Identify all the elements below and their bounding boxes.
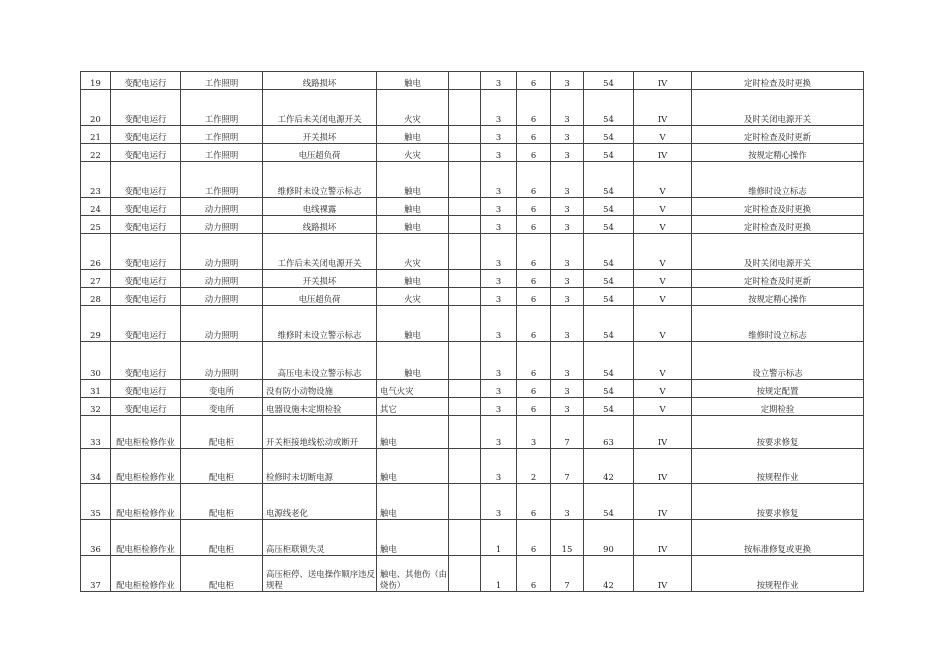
table-row	[81, 234, 864, 270]
row-number: 24	[81, 198, 111, 216]
exposure-cell: 6	[517, 198, 551, 216]
control-measure-cell: 维修时设立标志	[692, 162, 864, 198]
control-measure-cell: 按标准修复或更换	[692, 520, 864, 556]
likelihood-cell: 3	[481, 270, 517, 288]
blank-cell	[449, 270, 481, 288]
accident-type-cell: 触电	[377, 484, 449, 520]
risk-score-cell: 54	[584, 234, 634, 270]
activity-cell: 变配电运行	[111, 288, 181, 306]
consequence-cell: 3	[551, 288, 584, 306]
blank-cell	[449, 416, 481, 449]
row-number: 36	[81, 520, 111, 556]
location-cell: 配电柜	[181, 520, 263, 556]
consequence-cell: 3	[551, 398, 584, 416]
table-row	[81, 144, 864, 162]
exposure-cell: 6	[517, 270, 551, 288]
row-number: 25	[81, 216, 111, 234]
likelihood-cell: 3	[481, 234, 517, 270]
table-row	[81, 416, 864, 449]
risk-level-cell: IV	[634, 520, 692, 556]
exposure-cell: 6	[517, 342, 551, 380]
risk-score-cell: 54	[584, 90, 634, 126]
likelihood-cell: 3	[481, 126, 517, 144]
likelihood-cell: 3	[481, 306, 517, 342]
table-row	[81, 380, 864, 398]
risk-score-cell: 54	[584, 380, 634, 398]
risk-score-cell: 54	[584, 126, 634, 144]
accident-type-cell: 电气火灾	[377, 380, 449, 398]
activity-cell: 变配电运行	[111, 216, 181, 234]
risk-level-cell: V	[634, 342, 692, 380]
risk-score-cell: 54	[584, 162, 634, 198]
location-cell: 工作照明	[181, 126, 263, 144]
blank-cell	[449, 520, 481, 556]
row-number: 22	[81, 144, 111, 162]
location-cell: 工作照明	[181, 90, 263, 126]
exposure-cell: 6	[517, 126, 551, 144]
blank-cell	[449, 306, 481, 342]
hazard-cell: 开关损坏	[263, 270, 377, 288]
likelihood-cell: 3	[481, 398, 517, 416]
accident-type-cell: 触电	[377, 216, 449, 234]
accident-type-cell: 触电	[377, 449, 449, 484]
risk-score-cell: 54	[584, 270, 634, 288]
hazard-cell: 线路损坏	[263, 216, 377, 234]
accident-type-cell: 触电	[377, 520, 449, 556]
accident-type-cell: 触电	[377, 72, 449, 90]
risk-score-cell: 54	[584, 288, 634, 306]
control-measure-cell: 定时检查及时更新	[692, 126, 864, 144]
hazard-cell: 没有防小动物设施	[263, 380, 377, 398]
control-measure-cell: 及时关闭电源开关	[692, 90, 864, 126]
blank-cell	[449, 449, 481, 484]
risk-level-cell: IV	[634, 556, 692, 592]
exposure-cell: 6	[517, 144, 551, 162]
activity-cell: 变配电运行	[111, 162, 181, 198]
accident-type-cell: 其它	[377, 398, 449, 416]
table-row	[81, 270, 864, 288]
activity-cell: 配电柜检修作业	[111, 520, 181, 556]
likelihood-cell: 3	[481, 72, 517, 90]
control-measure-cell: 及时关闭电源开关	[692, 234, 864, 270]
location-cell: 配电柜	[181, 449, 263, 484]
activity-cell: 变配电运行	[111, 306, 181, 342]
risk-score-cell: 42	[584, 556, 634, 592]
row-number: 34	[81, 449, 111, 484]
consequence-cell: 15	[551, 520, 584, 556]
consequence-cell: 3	[551, 380, 584, 398]
row-number: 35	[81, 484, 111, 520]
likelihood-cell: 3	[481, 288, 517, 306]
risk-level-cell: V	[634, 288, 692, 306]
activity-cell: 变配电运行	[111, 126, 181, 144]
hazard-cell: 开关柜接地线松动或断开	[263, 416, 377, 449]
risk-level-cell: IV	[634, 416, 692, 449]
control-measure-cell: 定期检验	[692, 398, 864, 416]
row-number: 28	[81, 288, 111, 306]
accident-type-cell: 触电	[377, 198, 449, 216]
exposure-cell: 6	[517, 380, 551, 398]
risk-level-cell: IV	[634, 72, 692, 90]
blank-cell	[449, 144, 481, 162]
consequence-cell: 7	[551, 556, 584, 592]
hazard-cell: 电源线老化	[263, 484, 377, 520]
risk-assessment-table	[80, 71, 864, 592]
risk-score-cell: 90	[584, 520, 634, 556]
accident-type-cell: 触电	[377, 342, 449, 380]
activity-cell: 变配电运行	[111, 90, 181, 126]
location-cell: 工作照明	[181, 144, 263, 162]
consequence-cell: 3	[551, 270, 584, 288]
blank-cell	[449, 342, 481, 380]
consequence-cell: 7	[551, 449, 584, 484]
location-cell: 动力照明	[181, 306, 263, 342]
accident-type-cell: 火灾	[377, 144, 449, 162]
risk-level-cell: V	[634, 234, 692, 270]
accident-type-cell: 触电	[377, 306, 449, 342]
blank-cell	[449, 72, 481, 90]
table-row	[81, 449, 864, 484]
hazard-cell: 高压柜联锁失灵	[263, 520, 377, 556]
row-number: 21	[81, 126, 111, 144]
risk-level-cell: V	[634, 398, 692, 416]
risk-score-cell: 54	[584, 342, 634, 380]
row-number: 37	[81, 556, 111, 592]
risk-score-cell: 54	[584, 198, 634, 216]
location-cell: 动力照明	[181, 288, 263, 306]
exposure-cell: 6	[517, 398, 551, 416]
exposure-cell: 6	[517, 306, 551, 342]
blank-cell	[449, 484, 481, 520]
exposure-cell: 2	[517, 449, 551, 484]
risk-level-cell: V	[634, 306, 692, 342]
hazard-cell: 开关损坏	[263, 126, 377, 144]
consequence-cell: 3	[551, 216, 584, 234]
table-row	[81, 556, 864, 592]
hazard-cell: 维修时未设立警示标志	[263, 306, 377, 342]
hazard-cell: 电器设施未定期检验	[263, 398, 377, 416]
activity-cell: 变配电运行	[111, 198, 181, 216]
location-cell: 变电所	[181, 380, 263, 398]
likelihood-cell: 3	[481, 342, 517, 380]
location-cell: 配电柜	[181, 416, 263, 449]
activity-cell: 变配电运行	[111, 234, 181, 270]
accident-type-cell: 触电	[377, 162, 449, 198]
hazard-cell: 电压超负荷	[263, 144, 377, 162]
likelihood-cell: 1	[481, 520, 517, 556]
likelihood-cell: 1	[481, 556, 517, 592]
location-cell: 配电柜	[181, 484, 263, 520]
table-row	[81, 90, 864, 126]
exposure-cell: 6	[517, 484, 551, 520]
consequence-cell: 3	[551, 144, 584, 162]
risk-level-cell: V	[634, 380, 692, 398]
likelihood-cell: 3	[481, 90, 517, 126]
row-number: 19	[81, 72, 111, 90]
risk-level-cell: V	[634, 126, 692, 144]
risk-score-cell: 54	[584, 144, 634, 162]
accident-type-cell: 触电	[377, 270, 449, 288]
table-row	[81, 198, 864, 216]
activity-cell: 变配电运行	[111, 270, 181, 288]
risk-level-cell: IV	[634, 144, 692, 162]
row-number: 26	[81, 234, 111, 270]
table-row	[81, 306, 864, 342]
risk-score-cell: 54	[584, 484, 634, 520]
exposure-cell: 6	[517, 556, 551, 592]
blank-cell	[449, 162, 481, 198]
exposure-cell: 6	[517, 234, 551, 270]
exposure-cell: 3	[517, 416, 551, 449]
hazard-cell: 维修时未设立警示标志	[263, 162, 377, 198]
risk-score-cell: 54	[584, 398, 634, 416]
consequence-cell: 3	[551, 234, 584, 270]
hazard-cell: 电线裸露	[263, 198, 377, 216]
activity-cell: 配电柜检修作业	[111, 416, 181, 449]
activity-cell: 变配电运行	[111, 144, 181, 162]
blank-cell	[449, 234, 481, 270]
activity-cell: 配电柜检修作业	[111, 449, 181, 484]
control-measure-cell: 定时检查及时更换	[692, 216, 864, 234]
consequence-cell: 3	[551, 162, 584, 198]
control-measure-cell: 按规程作业	[692, 556, 864, 592]
location-cell: 动力照明	[181, 342, 263, 380]
consequence-cell: 3	[551, 126, 584, 144]
location-cell: 动力照明	[181, 216, 263, 234]
likelihood-cell: 3	[481, 162, 517, 198]
likelihood-cell: 3	[481, 216, 517, 234]
control-measure-cell: 维修时设立标志	[692, 306, 864, 342]
location-cell: 工作照明	[181, 72, 263, 90]
likelihood-cell: 3	[481, 380, 517, 398]
blank-cell	[449, 556, 481, 592]
accident-type-cell: 触电	[377, 416, 449, 449]
table-row	[81, 126, 864, 144]
activity-cell: 配电柜检修作业	[111, 484, 181, 520]
exposure-cell: 6	[517, 216, 551, 234]
activity-cell: 变配电运行	[111, 342, 181, 380]
control-measure-cell: 定时检查及时更换	[692, 198, 864, 216]
hazard-cell: 检修时未切断电源	[263, 449, 377, 484]
blank-cell	[449, 380, 481, 398]
accident-type-cell: 火灾	[377, 234, 449, 270]
control-measure-cell: 按规程作业	[692, 449, 864, 484]
likelihood-cell: 3	[481, 484, 517, 520]
exposure-cell: 6	[517, 288, 551, 306]
consequence-cell: 3	[551, 72, 584, 90]
hazard-cell: 电压超负荷	[263, 288, 377, 306]
row-number: 27	[81, 270, 111, 288]
hazard-cell: 高压电未设立警示标志	[263, 342, 377, 380]
control-measure-cell: 设立警示标志	[692, 342, 864, 380]
row-number: 30	[81, 342, 111, 380]
risk-score-cell: 42	[584, 449, 634, 484]
risk-level-cell: V	[634, 198, 692, 216]
row-number: 32	[81, 398, 111, 416]
table-row	[81, 398, 864, 416]
activity-cell: 变配电运行	[111, 398, 181, 416]
exposure-cell: 6	[517, 162, 551, 198]
consequence-cell: 3	[551, 90, 584, 126]
control-measure-cell: 定时检查及时更换	[692, 72, 864, 90]
location-cell: 动力照明	[181, 234, 263, 270]
control-measure-cell: 按规定精心操作	[692, 288, 864, 306]
consequence-cell: 3	[551, 484, 584, 520]
risk-score-cell: 54	[584, 306, 634, 342]
likelihood-cell: 3	[481, 416, 517, 449]
blank-cell	[449, 90, 481, 126]
blank-cell	[449, 398, 481, 416]
blank-cell	[449, 126, 481, 144]
consequence-cell: 3	[551, 342, 584, 380]
location-cell: 动力照明	[181, 198, 263, 216]
row-number: 31	[81, 380, 111, 398]
risk-score-cell: 54	[584, 216, 634, 234]
row-number: 20	[81, 90, 111, 126]
consequence-cell: 7	[551, 416, 584, 449]
likelihood-cell: 3	[481, 198, 517, 216]
hazard-cell: 工作后未关闭电源开关	[263, 234, 377, 270]
risk-level-cell: IV	[634, 449, 692, 484]
table-row	[81, 342, 864, 380]
table-row	[81, 162, 864, 198]
activity-cell: 变配电运行	[111, 380, 181, 398]
exposure-cell: 6	[517, 72, 551, 90]
control-measure-cell: 按规定精心操作	[692, 144, 864, 162]
table-row	[81, 288, 864, 306]
control-measure-cell: 定时检查及时更新	[692, 270, 864, 288]
location-cell: 工作照明	[181, 162, 263, 198]
exposure-cell: 6	[517, 520, 551, 556]
control-measure-cell: 按要求修复	[692, 484, 864, 520]
accident-type-cell: 火灾	[377, 288, 449, 306]
table-row	[81, 484, 864, 520]
risk-score-cell: 54	[584, 72, 634, 90]
table-row	[81, 520, 864, 556]
row-number: 29	[81, 306, 111, 342]
consequence-cell: 3	[551, 306, 584, 342]
blank-cell	[449, 198, 481, 216]
risk-score-cell: 63	[584, 416, 634, 449]
consequence-cell: 3	[551, 198, 584, 216]
location-cell: 配电柜	[181, 556, 263, 592]
row-number: 33	[81, 416, 111, 449]
table-row	[81, 72, 864, 90]
control-measure-cell: 按要求修复	[692, 416, 864, 449]
row-number: 23	[81, 162, 111, 198]
risk-level-cell: IV	[634, 90, 692, 126]
accident-type-cell: 火灾	[377, 90, 449, 126]
hazard-cell: 高压柜停、送电操作顺序违反规程	[263, 556, 377, 592]
likelihood-cell: 3	[481, 144, 517, 162]
accident-type-cell: 触电	[377, 126, 449, 144]
blank-cell	[449, 288, 481, 306]
location-cell: 动力照明	[181, 270, 263, 288]
exposure-cell: 6	[517, 90, 551, 126]
blank-cell	[449, 216, 481, 234]
hazard-cell: 线路损坏	[263, 72, 377, 90]
hazard-cell: 工作后未关闭电源开关	[263, 90, 377, 126]
control-measure-cell: 按规定配置	[692, 380, 864, 398]
table-row	[81, 216, 864, 234]
activity-cell: 变配电运行	[111, 72, 181, 90]
accident-type-cell: 触电、其他伤（由烧伤）	[377, 556, 449, 592]
risk-assessment-table-container	[80, 71, 863, 592]
location-cell: 变电所	[181, 398, 263, 416]
risk-level-cell: V	[634, 162, 692, 198]
risk-level-cell: V	[634, 216, 692, 234]
risk-level-cell: IV	[634, 484, 692, 520]
risk-level-cell: V	[634, 270, 692, 288]
activity-cell: 配电柜检修作业	[111, 556, 181, 592]
likelihood-cell: 3	[481, 449, 517, 484]
